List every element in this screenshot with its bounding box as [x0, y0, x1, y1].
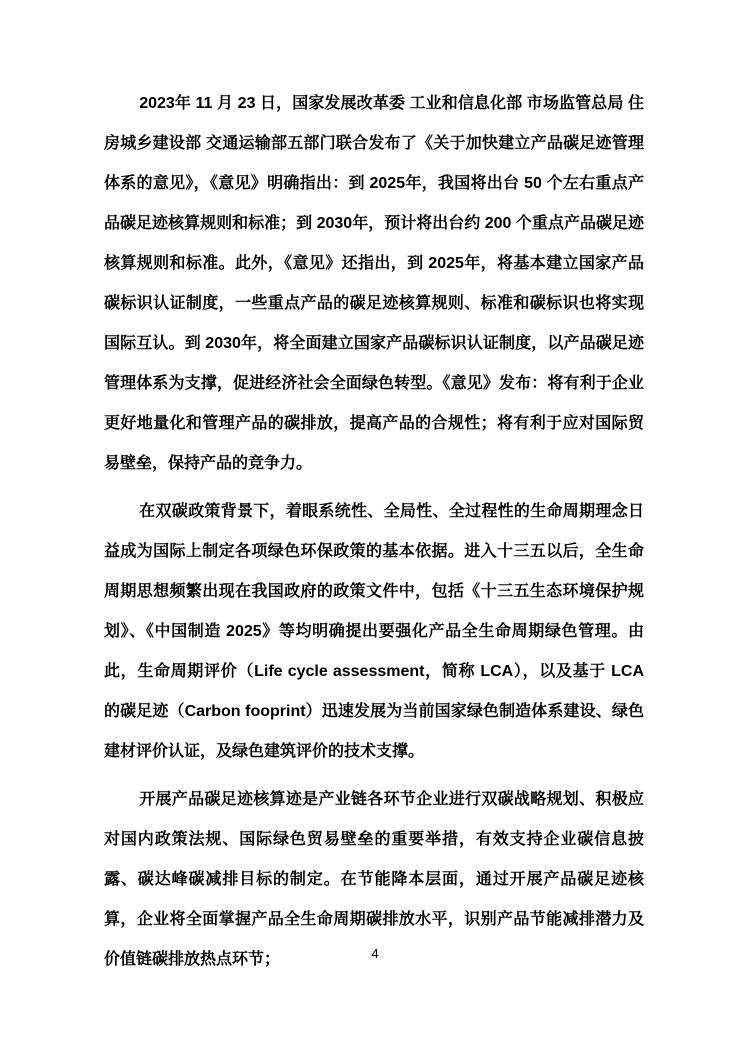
- paragraph-lca-background: 在双碳政策背景下，着眼系统性、全局性、全过程性的生命周期理念日益成为国际上制定各项绿色环保政策的基本依据。进入十三五以后，全生命周期思想频繁出现在我国政府的政策文件中，包括《十三五生态环境保护规划》、《中国制造 2025》等均明确提出要强化产品全生命周期绿色管理。由此，生命周期评价（Life cycle assessment，简称 LCA），以及基于 LCA 的碳足迹（Carbon fooprint）迅速发展为当前国家绿色制造体系建设、绿色建材评价认证，及绿色建筑评价的技术支撑。: [104, 503, 644, 760]
- paragraph-policy-announcement: 2023年 11 月 23 日，国家发展改革委 工业和信息化部 市场监管总局 住房城乡建设部 交通运输部五部门联合发布了《关于加快建立产品碳足迹管理体系的意见》，《意见》明确指出：到 2025年，我国将出台 50 个左右重点产品碳足迹核算规则和标准；到 2030年，预计将出台约 200 个重点产品碳足迹核算规则和标准。此外，《意见》还指出，到 2025年，将基本建立国家产品碳标识认证制度，一些重点产品的碳足迹核算规则、标准和碳标识也将实现国际互认。到 2030年，将全面建立国家产品碳标识认证制度，以产品碳足迹管理体系为支撑，促进经济社会全面绿色转型。《意见》发布：将有利于企业更好地量化和管理产品的碳排放，提高产品的合规性；将有利于应对国际贸易壁垒，保持产品的竞争力。: [104, 95, 644, 472]
- paragraph-carbon-footprint-benefits: 开展产品碳足迹核算迹是产业链各环节企业进行双碳战略规划、积极应对国内政策法规、国际绿色贸易壁垒的重要举措，有效支持企业碳信息披露、碳达峰碳减排目标的制定。在节能降本层面，通过开展产品碳足迹核算，企业将全面掌握产品全生命周期碳排放水平，识别产品节能减排潜力及价值链碳排放热点环节；: [104, 791, 644, 968]
- page-number: 4: [371, 946, 379, 961]
- document-body: [104, 84, 644, 988]
